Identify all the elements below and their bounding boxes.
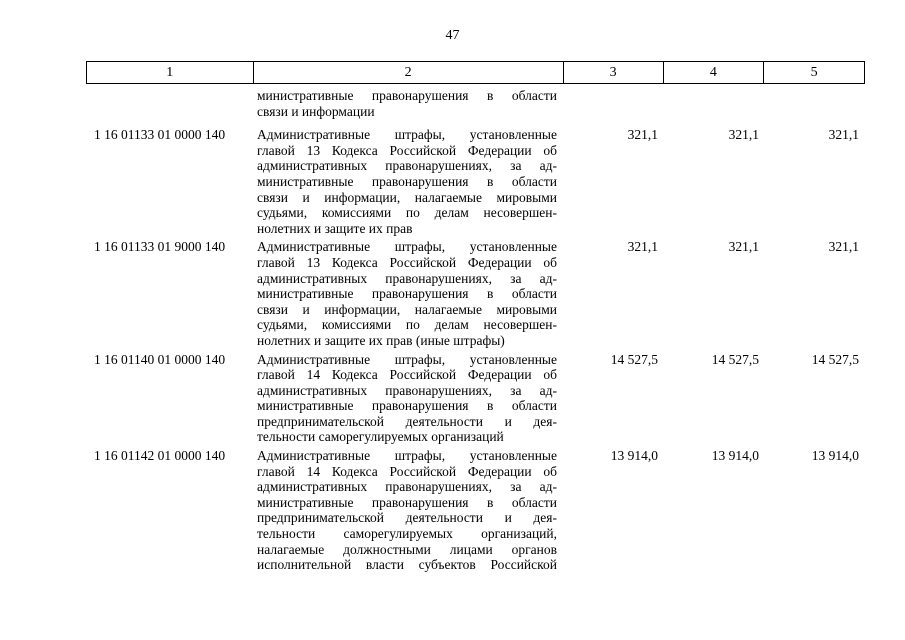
- description-line: тельности саморегулируемых организаций,: [257, 526, 557, 542]
- description-line: предпринимательской деятельности и дея-: [257, 413, 557, 429]
- value-col-4: 13 914,0: [711, 448, 759, 464]
- code-cell: [86, 88, 253, 119]
- description-line: связи и информации, налагаемые мировыми: [257, 189, 557, 205]
- value-col-5: 321,1: [828, 127, 859, 143]
- description-line: Административные штрафы, установленные: [257, 448, 557, 464]
- description-line: министративные правонарушения в области: [257, 494, 557, 510]
- value-col-4: 321,1: [728, 127, 759, 143]
- description-cell: [253, 88, 564, 119]
- description-line: нолетних и защите их прав (иные штрафы): [257, 332, 505, 348]
- page-number: 47: [445, 28, 460, 43]
- table-row: [86, 239, 865, 348]
- value-col-3: 321,1: [627, 127, 658, 143]
- description-line: налагаемые должностными лицами органов: [257, 541, 557, 557]
- description-cell: [253, 127, 564, 236]
- description-line: Административные штрафы, установленные: [257, 239, 557, 255]
- value-col-5: 13 914,0: [811, 448, 859, 464]
- value-col-5: 321,1: [828, 239, 859, 255]
- header-col-1: 1: [87, 62, 254, 83]
- code-cell: 1 16 01142 01 0000 140: [94, 448, 226, 464]
- description-line: связи и информации: [257, 103, 375, 119]
- description-line: министративные правонарушения в области: [257, 173, 557, 189]
- description-line: административных правонарушениях, за ад-: [257, 270, 557, 286]
- value-col-3: 13 914,0: [610, 448, 658, 464]
- description-line: судьями, комиссиями по делам несовершен-: [257, 205, 557, 221]
- description-line: главой 14 Кодекса Российской Федерации об: [257, 463, 557, 479]
- header-col-2: 2: [254, 62, 564, 83]
- description-line: тельности саморегулируемых организаций: [257, 429, 504, 445]
- table-row: [86, 127, 865, 236]
- header-col-4: 4: [664, 62, 765, 83]
- description-line: административных правонарушениях, за ад-: [257, 382, 557, 398]
- value-col-3: 14 527,5: [610, 351, 658, 367]
- description-line: предпринимательской деятельности и дея-: [257, 510, 557, 526]
- code-cell: 1 16 01133 01 0000 140: [94, 127, 226, 143]
- value-col-3: 321,1: [627, 239, 658, 255]
- table-row-continuation: [86, 88, 865, 119]
- table-body: [86, 88, 865, 576]
- description-line: исполнительной власти субъектов Российской: [257, 557, 557, 573]
- description-line: связи и информации, налагаемые мировыми: [257, 301, 557, 317]
- description-line: административных правонарушениях, за ад-: [257, 479, 557, 495]
- description-line: нолетних и защите их прав: [257, 220, 413, 236]
- description-line: главой 13 Кодекса Российской Федерации об: [257, 142, 557, 158]
- code-cell: 1 16 01133 01 9000 140: [94, 239, 226, 255]
- description-cell: [253, 448, 564, 573]
- description-line: министративные правонарушения в области: [257, 398, 557, 414]
- description-line: министративные правонарушения в области: [257, 286, 557, 302]
- description-line: Административные штрафы, установленные: [257, 351, 557, 367]
- header-col-3: 3: [564, 62, 664, 83]
- description-line: Административные штрафы, установленные: [257, 127, 557, 143]
- table-row: [86, 352, 865, 446]
- header-col-5: 5: [810, 65, 818, 80]
- description-line: административных правонарушениях, за ад-: [257, 158, 557, 174]
- description-line: главой 13 Кодекса Российской Федерации об: [257, 254, 557, 270]
- value-col-5: 14 527,5: [811, 351, 859, 367]
- description-cell: [253, 239, 564, 348]
- code-cell: 1 16 01140 01 0000 140: [94, 351, 226, 367]
- description-line: главой 14 Кодекса Российской Федерации об: [257, 367, 557, 383]
- table-row: [86, 448, 865, 573]
- description-cell: [253, 352, 564, 446]
- value-col-4: 321,1: [728, 239, 759, 255]
- description-line: судьями, комиссиями по делам несовершен-: [257, 317, 557, 333]
- description-line: министративные правонарушения в области: [257, 88, 557, 103]
- value-col-4: 14 527,5: [711, 351, 759, 367]
- table-header-row: [86, 61, 865, 84]
